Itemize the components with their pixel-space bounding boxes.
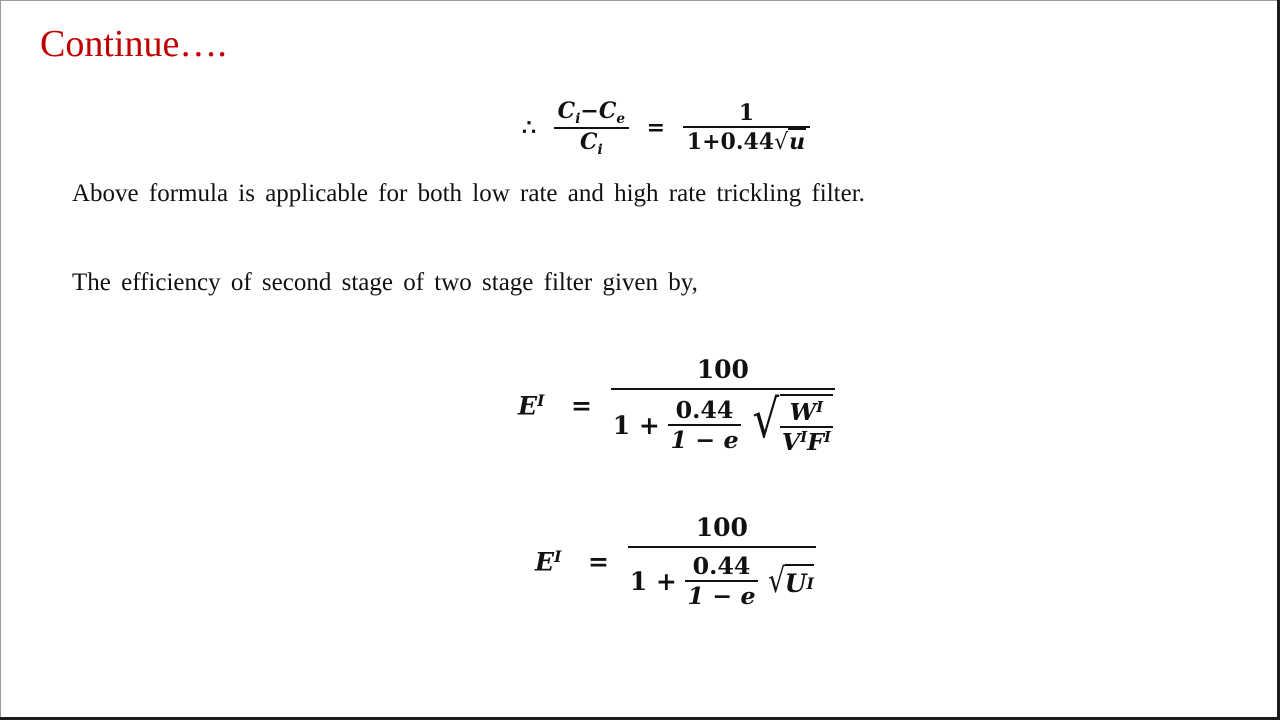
formula1-rhs-fraction bbox=[683, 100, 810, 155]
formula1-rhs-denominator: 1+0.44√u bbox=[686, 129, 806, 156]
square-root bbox=[749, 389, 833, 456]
formula-removal-ratio bbox=[522, 98, 810, 158]
radical-sign: √ bbox=[752, 389, 780, 450]
formula1-rhs-numerator: 1 bbox=[738, 100, 755, 127]
formula2-denominator: 1 + $\frac{0.44}{1 - e}$ √ $\frac{W^I}{V^IF^I}$ bbox=[612, 389, 831, 456]
applicability-text: Above formula is applicable for both low rate and high rate trickling filter. bbox=[72, 180, 865, 207]
square-root: √u bbox=[774, 129, 806, 156]
formula1-lhs-numerator: $C_i-C_e$ bbox=[557, 98, 625, 127]
formula2-fraction bbox=[611, 355, 835, 456]
equals-sign: = bbox=[646, 114, 666, 141]
formula2-lhs: $E^I$ bbox=[518, 390, 545, 421]
equals-sign: = bbox=[588, 547, 609, 576]
radical-sign: √ bbox=[768, 561, 786, 601]
formula1-lhs-fraction bbox=[554, 98, 629, 158]
formula3-denominator: 1 + $\frac{0.44}{1 - e}$ √ U I bbox=[629, 552, 814, 610]
efficiency-intro-text: The efficiency of second stage of two stage filter given by, bbox=[72, 269, 698, 296]
formula-second-stage-efficiency-simplified bbox=[535, 513, 816, 610]
therefore-symbol: ∴ bbox=[522, 114, 536, 141]
slide-border-left bbox=[0, 0, 1, 720]
formula3-numerator: 100 bbox=[695, 513, 748, 542]
formula3-inner-fraction: $\frac{0.44}{1 - e}$ bbox=[687, 552, 756, 610]
radical-sign: √ bbox=[774, 130, 789, 156]
formula2-sqrt-fraction: $\frac{W^I}{V^IF^I}$ bbox=[781, 398, 831, 456]
equals-sign: = bbox=[571, 391, 592, 420]
formula2-inner-fraction: $\frac{0.44}{1 - e}$ bbox=[670, 396, 739, 454]
formula3-fraction bbox=[628, 513, 816, 610]
formula2-numerator: 100 bbox=[696, 355, 749, 384]
formula1-lhs-denominator: $C_i$ bbox=[579, 128, 603, 158]
slide-title: Continue…. bbox=[40, 23, 227, 65]
square-root: √ U I bbox=[768, 561, 814, 601]
formula-second-stage-efficiency-full bbox=[518, 355, 835, 456]
formula3-lhs: $E^I$ bbox=[535, 546, 562, 577]
slide-border-top bbox=[0, 0, 1280, 1]
